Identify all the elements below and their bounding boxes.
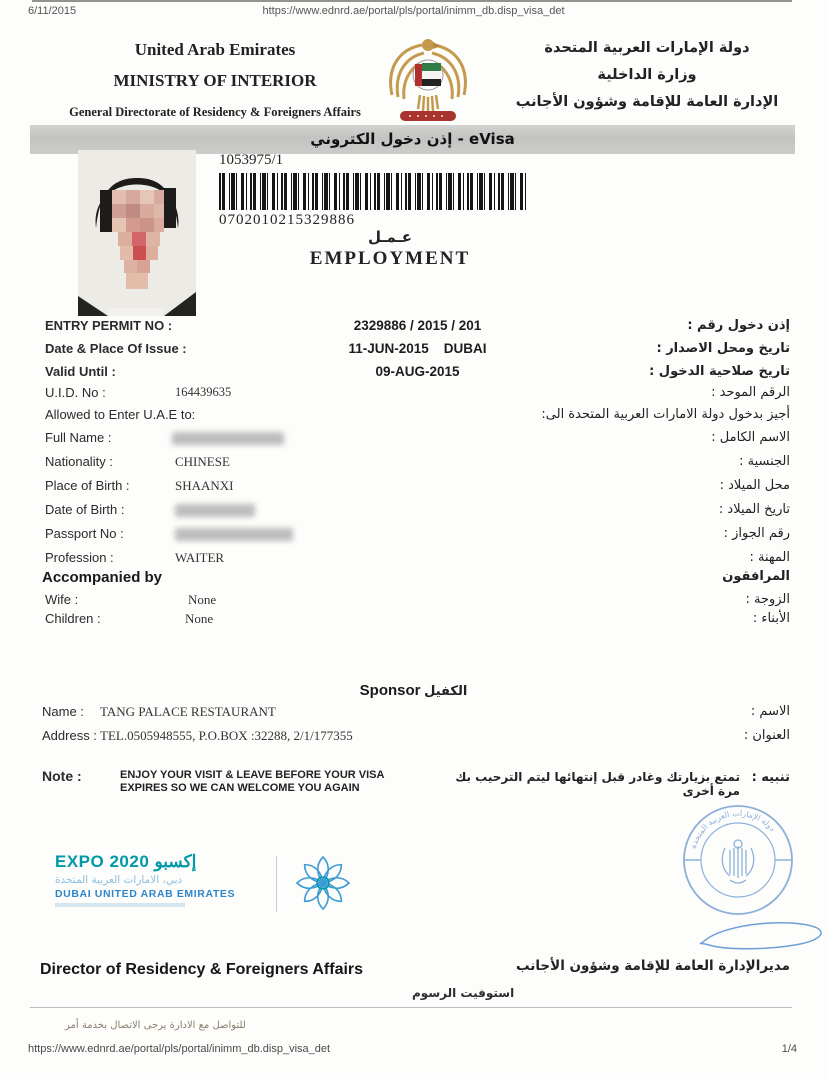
field-row-birth-date (0, 502, 827, 522)
children-label-ar: الأبناء : (752, 611, 790, 626)
wife-label: Wife : (45, 592, 79, 607)
field-row-valid-until (0, 364, 827, 384)
director-title-ar: مديرالإدارة العامة للإقامة وشؤون الأجانب (516, 958, 790, 974)
expo-subtitle-en: DUBAI UNITED ARAB EMIRATES (55, 888, 236, 900)
sponsor-address-value: TEL.0505948555, P.O.BOX :32288, 2/1/177355 (100, 728, 353, 743)
directorate-name: General Directorate of Residency & Foreigners Affairs (69, 105, 361, 119)
birth-date-redacted-value (175, 504, 255, 517)
entry-permit-value: 2329886 / 2015 / 201 (353, 318, 482, 333)
issue-label: Date & Place Of Issue : (45, 341, 187, 356)
barcode-number: 0702010215329886 (219, 212, 355, 228)
allowed-label-ar: أجيز بدخول دولة الامارات العربية المتحدة الى: (541, 407, 790, 422)
expo-rosette-icon (292, 852, 354, 914)
nationality-label: Nationality : (45, 454, 113, 469)
barcode (219, 173, 527, 210)
field-row-children (0, 611, 827, 631)
entry-permit-label-ar: إذن دخول رقم : (687, 318, 790, 333)
expo-divider (276, 856, 277, 912)
full-name-label-ar: الاسم الكامل : (711, 430, 790, 445)
letterhead-arabic (507, 40, 787, 110)
accompanied-heading-ar: المرافقون (722, 569, 790, 584)
expo2020-logo (55, 852, 270, 907)
footer-contact-ar: للتواصل مع الادارة يرجى الاتصال بخدمة أمر (65, 1020, 246, 1031)
sponsor-address-label-ar: العنوان : (743, 728, 790, 743)
uid-label: U.I.D. No : (45, 385, 106, 400)
birth-date-label: Date of Birth : (45, 502, 125, 517)
uae-falcon-emblem-icon (378, 33, 478, 125)
print-url: https://www.ednrd.ae/portal/pls/portal/inimm_db.disp_visa_det (262, 5, 565, 17)
directorate-name-ar: الإدارة العامة للإقامة وشؤون الأجانب (515, 94, 779, 110)
sponsor-address-label: Address : (42, 728, 97, 743)
field-row-nationality (0, 454, 827, 474)
passport-label: Passport No : (45, 526, 124, 541)
note-text-line2: EXPIRES SO WE CAN WELCOME YOU AGAIN (120, 782, 360, 794)
field-row-birth-place (0, 478, 827, 498)
field-row-entry-permit (0, 318, 827, 338)
full-name-label: Full Name : (45, 430, 112, 445)
field-row-allowed (0, 407, 827, 427)
director-title-en: Director of Residency & Foreigners Affairs (40, 961, 364, 978)
ministry-name-ar: وزارة الداخلية (597, 67, 697, 83)
profession-label: Profession : (45, 550, 114, 565)
expo-title: EXPO 2020 إكسبو (55, 852, 197, 871)
note-row (0, 768, 827, 802)
application-number: 1053975/1 (219, 152, 284, 168)
note-text-ar: تمتع بزيارتك وغادر قبل إنتهائها ليتم الترحيب بك مرة أخرى (455, 770, 740, 798)
passport-redacted-value (175, 528, 293, 541)
passport-label-ar: رقم الجواز : (723, 526, 790, 541)
uid-label-ar: الرقم الموحد : (711, 385, 790, 400)
wife-value: None (188, 592, 217, 607)
ministry-round-stamp-icon (678, 800, 798, 920)
birth-place-label-ar: محل الميلاد : (719, 478, 790, 493)
scan-artifact-line (32, 0, 792, 2)
field-row-uid (0, 385, 827, 405)
svg-text:دولة الإمارات العربية المتحدة: دولة الإمارات العربية المتحدة (688, 808, 777, 850)
field-row-profession (0, 550, 827, 570)
accompanied-heading: Accompanied by (42, 569, 163, 586)
country-name-ar: دولة الإمارات العربية المتحدة (544, 40, 750, 56)
profession-value: WAITER (175, 550, 225, 565)
signature-icon (695, 912, 827, 960)
profession-label-ar: المهنة : (749, 550, 790, 565)
field-row-sponsor-name (0, 704, 827, 724)
valid-until-value: 09-AUG-2015 (375, 364, 460, 379)
field-row-full-name (0, 430, 827, 450)
sponsor-heading: Sponsor (359, 682, 421, 699)
evisa-title-banner: إذن دخول الكتروني - eVisa (30, 125, 795, 154)
country-name: United Arab Emirates (134, 40, 296, 59)
footer-divider (30, 1007, 792, 1008)
fees-collected-ar: استوفيت الرسوم (412, 986, 515, 1000)
full-name-redacted-value (172, 432, 284, 445)
wife-label-ar: الزوجة : (745, 592, 790, 607)
field-row-wife (0, 592, 827, 612)
applicant-photo (78, 150, 196, 316)
footer-page-number: 1/4 (781, 1043, 797, 1055)
field-row-issue (0, 341, 827, 361)
accompanied-heading-row (0, 569, 827, 589)
field-row-passport (0, 526, 827, 546)
birth-place-value: SHAANXI (175, 478, 234, 493)
sponsor-name-label-ar: الاسم : (750, 704, 790, 719)
print-date: 6/11/2015 (28, 5, 77, 17)
expo-faint-line (55, 903, 185, 907)
note-label-ar: تنبيه : (751, 770, 790, 785)
children-label: Children : (45, 611, 101, 626)
visa-type-arabic: عـمـل (368, 228, 412, 246)
valid-until-label: Valid Until : (45, 364, 116, 379)
note-label: Note : (42, 768, 82, 784)
field-row-sponsor-address (0, 728, 827, 748)
allowed-label: Allowed to Enter U.A.E to: (45, 407, 196, 422)
sponsor-name-value: TANG PALACE RESTAURANT (100, 704, 276, 719)
entry-permit-label: ENTRY PERMIT NO : (45, 318, 173, 333)
ministry-name: MINISTRY OF INTERIOR (113, 71, 317, 90)
nationality-label-ar: الجنسية : (739, 454, 790, 469)
letterhead-english (55, 40, 375, 120)
footer-url: https://www.ednrd.ae/portal/pls/portal/inimm_db.disp_visa_det (28, 1043, 331, 1055)
nationality-value: CHINESE (175, 454, 230, 469)
sponsor-name-label: Name : (42, 704, 84, 719)
visa-type-english: EMPLOYMENT (309, 248, 471, 269)
sponsor-heading-row (0, 682, 827, 702)
sponsor-heading-ar: الكفيل (424, 684, 468, 699)
birth-date-label-ar: تاريخ الميلاد : (718, 502, 790, 517)
uid-value: 164439635 (175, 385, 232, 399)
valid-until-label-ar: تاريخ صلاحية الدخول : (649, 364, 790, 379)
expo-subtitle-ar: دبي، الامارات العربية المتحدة (55, 874, 183, 886)
issue-label-ar: تاريخ ومحل الاصدار : (656, 341, 790, 356)
note-text-line1: ENJOY YOUR VISIT & LEAVE BEFORE YOUR VISA (120, 769, 385, 781)
birth-place-label: Place of Birth : (45, 478, 130, 493)
children-value: None (185, 611, 214, 626)
issue-value: 11-JUN-2015 DUBAI (348, 341, 487, 356)
